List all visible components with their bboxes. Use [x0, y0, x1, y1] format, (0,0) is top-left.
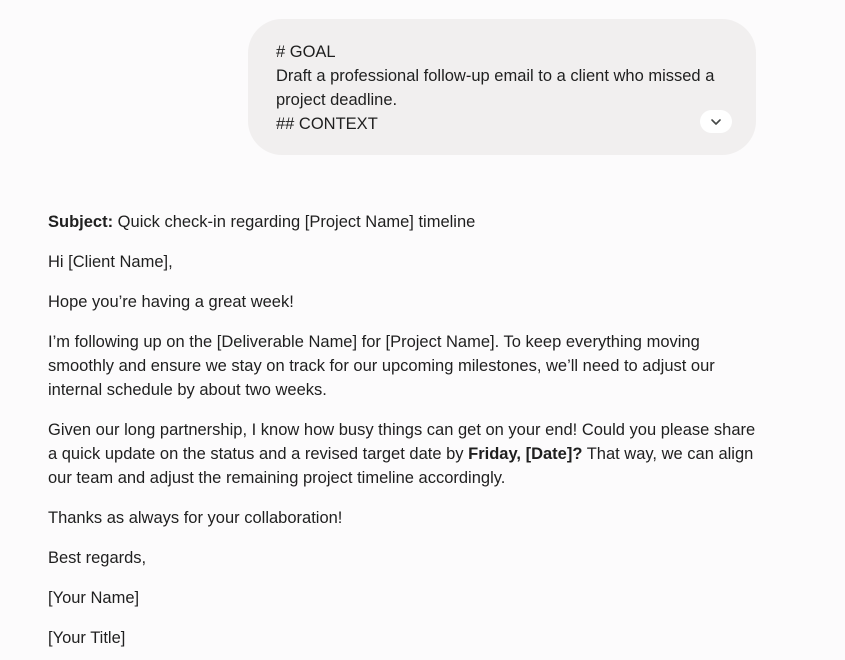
sender-name: [Your Name]: [48, 589, 140, 607]
prompt-line: project deadline.: [276, 91, 398, 109]
prompt-line: # GOAL: [276, 43, 336, 61]
prompt-line: Draft a professional follow-up email to a client who missed a: [276, 67, 715, 85]
prompt-line: ## CONTEXT: [276, 115, 378, 133]
sender-title: [Your Title]: [48, 629, 126, 647]
email-subject: [48, 210, 768, 234]
paragraph-text: Given our long partnership, I know how busy things can get on your end! Could you please share a quick update on the status and a revised target date by: [48, 421, 756, 463]
subject-label: Subject:: [48, 213, 114, 231]
deadline-date: Friday, [Date]?: [468, 445, 583, 463]
expand-prompt-button[interactable]: [700, 110, 732, 133]
paragraph-text: That way, we can align our team and adjust the remaining project timeline accordingly.: [48, 445, 754, 487]
email-greeting: Hi [Client Name],: [48, 253, 173, 271]
model-response: [48, 210, 768, 660]
subject-text: Quick check-in regarding [Project Name] timeline: [113, 213, 476, 231]
email-thanks: Thanks as always for your collaboration!: [48, 509, 343, 527]
user-prompt-bubble: [248, 19, 756, 155]
email-opening: Hope you’re having a great week!: [48, 293, 294, 311]
chevron-down-icon: [710, 118, 722, 126]
email-paragraph: I’m following up on the [Deliverable Name] for [Project Name]. To keep everything moving smoothly and ensure we stay on track for our upcoming milestones, we’ll need to adjust our internal schedule by about two weeks.: [48, 333, 715, 399]
email-signoff: Best regards,: [48, 549, 147, 567]
email-paragraph: [48, 418, 768, 490]
